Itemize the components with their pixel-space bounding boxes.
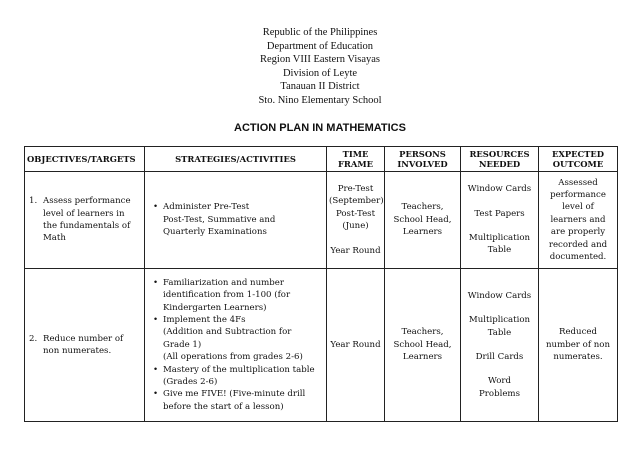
resources-cell: Window Cards Test Papers Multiplication Table — [461, 172, 539, 269]
persons-cell: Teachers, School Head, Learners — [385, 172, 461, 269]
strategies-cell — [145, 172, 327, 269]
table-header-row — [25, 147, 618, 172]
header-line: Division of Leyte — [282, 67, 358, 79]
list-item: • Mastery of the multiplication table (Grades 2-6) — [163, 364, 324, 389]
outcome-cell: Assessed performance level of learners and are properly recorded and documented. — [539, 172, 618, 269]
outcome-cell: Reduced number of non numerates. — [539, 269, 618, 422]
header-time-frame: TIME FRAME — [327, 147, 385, 172]
item-number: 1. — [29, 196, 38, 207]
resources-cell: Window Cards Multiplication Table Drill Cards Word Problems — [461, 269, 539, 422]
item-number: 2. — [29, 333, 38, 344]
header-line: Tanauan II District — [280, 81, 360, 93]
header-objectives: OBJECTIVES/TARGETS — [25, 147, 145, 172]
header-line: Sto. Nino Elementary School — [258, 94, 382, 106]
list-item: • Administer Pre-Test Post-Test, Summative and Quarterly Examinations — [163, 201, 324, 238]
document-title: ACTION PLAN IN MATHEMATICS — [234, 122, 406, 134]
table-row — [25, 172, 618, 269]
header-line: Republic of the Philippines — [262, 27, 378, 38]
header-resources: RESOURCES NEEDED — [461, 147, 539, 172]
header-line: Department of Education — [266, 40, 374, 52]
list-item: • Implement the 4Fs (Addition and Subtraction for Grade 1) (All operations from grades 2-6) — [163, 314, 324, 364]
header-expected: EXPECTED OUTCOME — [539, 147, 618, 172]
objective-cell: 2. Reduce number of non numerates. — [25, 269, 145, 422]
table-row — [25, 269, 618, 422]
header-strategies: STRATEGIES/ACTIVITIES — [145, 147, 327, 172]
action-plan-table — [24, 146, 618, 422]
header-persons: PERSONS INVOLVED — [385, 147, 461, 172]
document-header — [0, 26, 640, 108]
time-frame-cell: Pre-Test (September) Post-Test (June) Year Round — [327, 172, 385, 269]
persons-cell: Teachers, School Head, Learners — [385, 269, 461, 422]
header-line: Region VIII Eastern Visayas — [260, 54, 380, 66]
strategies-cell — [145, 269, 327, 422]
objective-cell: 1. Assess performance level of learners in the fundamentals of Math — [25, 172, 145, 269]
list-item: • Give me FIVE! (Five-minute drill before the start of a lesson) — [163, 388, 324, 413]
time-frame-cell: Year Round — [327, 269, 385, 422]
list-item: • Familiarization and number identification from 1-100 (for Kindergarten Learners) — [163, 277, 324, 314]
